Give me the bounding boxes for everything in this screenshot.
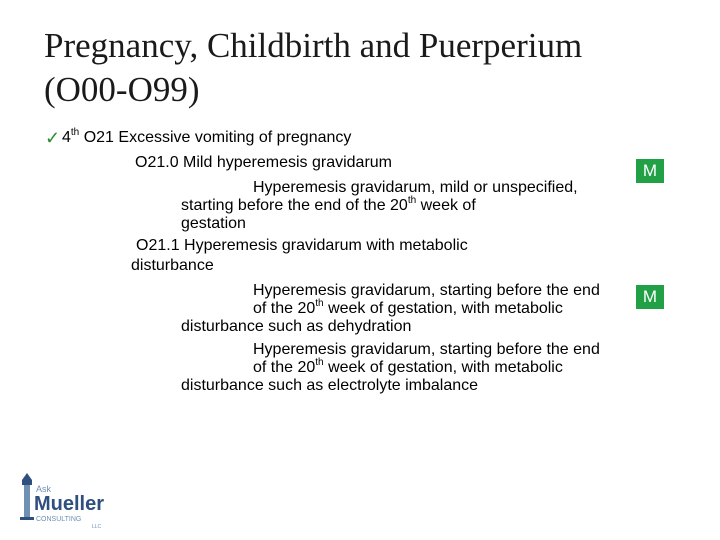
slide-title: Pregnancy, Childbirth and Puerperium (O00-O99): [44, 26, 583, 109]
level-ordinal-suffix: th: [70, 126, 80, 138]
o21-1-desc1-line-3: disturbance such as dehydration: [181, 318, 412, 335]
o21-1-desc1-line-2: [253, 299, 563, 319]
o21-1-desc2-ordinal-suffix: th: [315, 356, 324, 368]
o21-0-desc-line-2-text: starting before the end of the 20: [181, 197, 408, 214]
o21-0-desc-line-1: Hyperemesis gravidarum, mild or unspecified,: [253, 179, 578, 196]
checkmark-icon: ✓: [45, 128, 61, 148]
o21-1-desc2-line-2-text: of the 20: [253, 359, 316, 376]
o21-0-desc-line-2: [181, 196, 476, 216]
o21-category-text: O21 Excessive vomiting of pregnancy: [83, 129, 352, 146]
o21-1-desc2-line-3: disturbance such as electrolyte imbalance: [181, 377, 479, 394]
o21-0-desc-line-3: gestation: [181, 215, 246, 232]
m-badge-o21-0: M: [636, 159, 664, 183]
o21-1-desc1-ordinal-suffix: th: [315, 297, 324, 309]
o21-category-line: [62, 128, 351, 148]
o21-1-desc2-line-1: Hyperemesis gravidarum, starting before the end: [253, 341, 600, 358]
svg-text:Ask: Ask: [36, 484, 52, 494]
o21-0-desc-line-2-tail: week of: [416, 197, 476, 214]
o21-1-desc2-line-2: [253, 358, 563, 378]
ask-mueller-consulting-logo: [14, 470, 124, 530]
svg-text:LLC: LLC: [92, 524, 102, 530]
o21-1-desc1-line-1: Hyperemesis gravidarum, starting before the end: [253, 282, 600, 299]
o21-1-heading-line-2: disturbance: [131, 257, 214, 274]
o21-1-desc2-line-2-tail: week of gestation, with metabolic: [323, 359, 563, 376]
o21-1-desc1-line-2-tail: week of gestation, with metabolic: [323, 300, 563, 317]
svg-text:CONSULTING: CONSULTING: [36, 516, 82, 523]
o21-1-desc1-line-2-text: of the 20: [253, 300, 316, 317]
o21-0-ordinal-suffix: th: [407, 194, 417, 206]
o21-1-heading-line-1: O21.1 Hyperemesis gravidarum with metabolic: [136, 237, 468, 254]
level-number: 4: [62, 129, 71, 146]
o21-0-heading: O21.0 Mild hyperemesis gravidarum: [135, 154, 392, 171]
m-badge-o21-1: M: [636, 285, 664, 309]
svg-text:Mueller: Mueller: [34, 493, 105, 515]
